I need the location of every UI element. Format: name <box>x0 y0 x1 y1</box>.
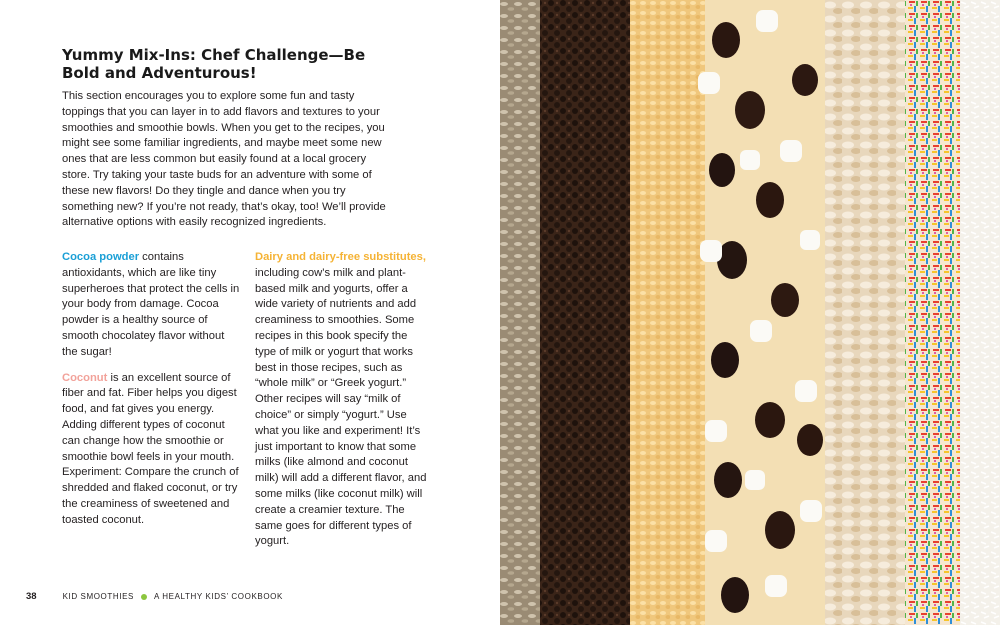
toppings-photo <box>500 0 1000 625</box>
dairy-term: Dairy and dairy-free substitutes, <box>255 251 426 263</box>
coconut-paragraph <box>62 371 240 529</box>
page-footer <box>26 591 283 602</box>
page-number: 38 <box>26 591 37 602</box>
footer-book-title: KID SMOOTHIES <box>62 592 134 601</box>
left-column <box>62 250 240 539</box>
crisped-rice-stripe <box>630 0 710 625</box>
cocoa-paragraph <box>62 250 240 361</box>
footer-subtitle: A HEALTHY KIDS’ COOKBOOK <box>153 592 283 601</box>
coconut-text: is an excellent source of fiber and fat. Fiber helps you digest food, and fat gives you energy. Adding different types of coconut can change how the smoothie or smoothie bowl feels in your mouth. Experiment: Compare the crunch of shredded and flaked coconut, or try the creaminess of sweetened and toasted coconut. <box>62 371 239 526</box>
coconut-term: Coconut <box>62 371 108 384</box>
rainbow-sprinkles-stripe <box>905 0 965 625</box>
sunflower-seeds-stripe <box>500 0 544 625</box>
dairy-text: including cow’s milk and plant-based milk and yogurts, offer a wide variety of nutrients and add creaminess to smoothies. Some recipes in this book specify the type of milk or yogurt that works best in those recipes, such as “whole milk” or “Greek yogurt.” Other recipes will say “milk of choice” or simply “yogurt.” Use what you like and experiment! It’s just important to know that some milks (like almond and coconut milk) will add a different flavor, and some milks (like coconut milk) will create a creamier texture. The same goes for different types of yogurt. <box>255 266 427 548</box>
page-title: Yummy Mix-Ins: Chef Challenge—Be Bold and Adventurous! <box>62 46 366 82</box>
cocoa-term: Cocoa powder <box>62 251 140 263</box>
cocoa-text: contains antioxidants, which are like tiny superheroes that protect the cells in your body from damage. Cocoa powder is a healthy source of smooth chocolatey flavor without the sugar! <box>62 251 240 358</box>
shredded-coconut-stripe <box>960 0 1000 625</box>
dairy-paragraph <box>255 250 430 550</box>
sliced-almonds-stripe <box>825 0 910 625</box>
intro-paragraph: This section encourages you to explore some fun and tasty toppings that you can layer in to add flavors and textures to your smoothies and smoothie bowls. When you get to the recipes, you might see some familiar ingredients, and maybe meet some new ones that are less common but easily found at a local grocery store. Try taking your taste buds for an adventure with some of these new flavors! Do they tingle and dance when you try something new? If you’re not ready, that’s okay, too! We’ll provide alternative options with easily recognized ingredients. <box>62 90 386 229</box>
toppings-photo-svg <box>500 0 1000 625</box>
right-column <box>255 250 430 560</box>
chocolate-chips-stripe <box>540 0 635 625</box>
footer-dot-icon <box>141 594 147 600</box>
